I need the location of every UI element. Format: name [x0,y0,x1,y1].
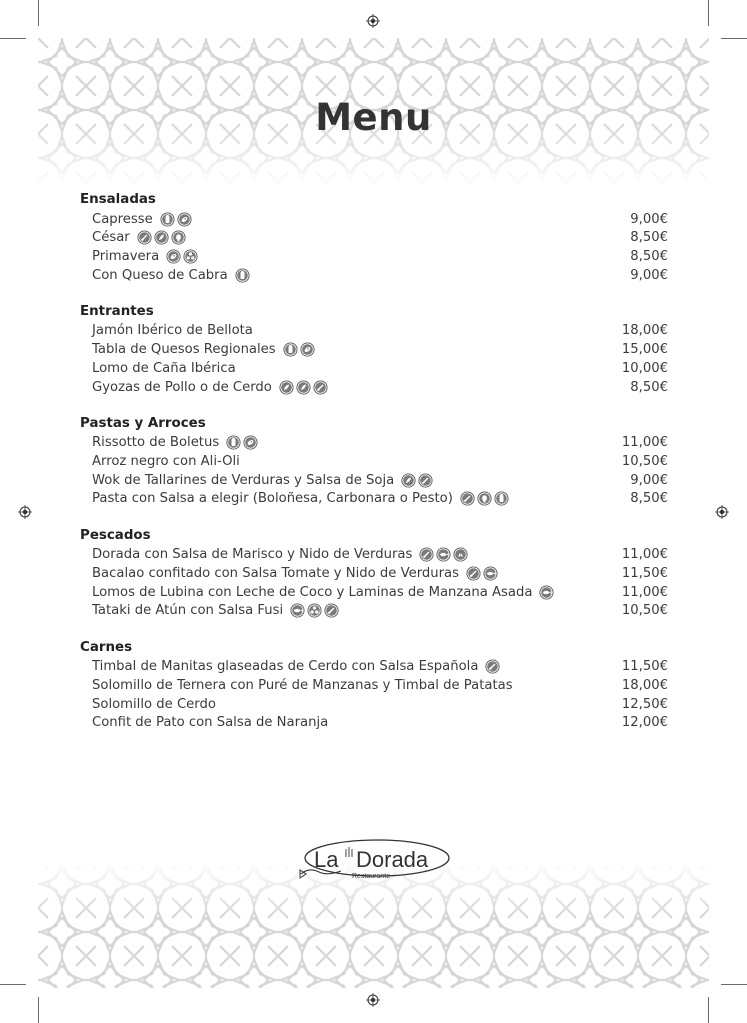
menu-item [80,695,668,714]
allergen-icons [137,230,188,245]
menu-section [80,527,668,620]
menu-item-price: 9,00€ [630,211,668,227]
menu-item-name: Arroz negro con Ali-Oli [92,454,240,470]
olive-icon [177,212,194,227]
lupin-icon [307,603,324,618]
menu-item [80,434,668,453]
menu-item [80,583,668,602]
crop-mark [38,0,39,26]
logo-name-part1: La [314,847,339,872]
crop-mark [38,997,39,1023]
crop-mark [721,38,747,39]
gluten-icon [460,491,477,506]
gluten-icon [313,380,330,395]
menu-item-price: 9,00€ [630,472,668,488]
menu-item-left [92,454,240,469]
menu-item-price: 11,00€ [621,435,668,451]
fish-icon [483,566,500,581]
menu-item-name: Timbal de Manitas glaseadas de Cerdo con Salsa Española [92,659,479,675]
menu-item-name: Wok de Tallarines de Verduras y Salsa de Soja [92,472,395,488]
menu-item-left [92,230,188,245]
menu-list [80,191,668,751]
restaurant-logo [297,834,453,890]
menu-item-left [92,212,194,227]
menu-item-left [92,603,341,618]
registration-mark-left [18,505,32,519]
fish-icon [290,603,307,618]
menu-item-left [92,659,502,674]
menu-item-name: Lomo de Caña Ibérica [92,360,236,376]
menu-item [80,266,668,285]
menu-item-price: 10,00€ [621,360,668,376]
menu-item-price: 18,00€ [621,323,668,339]
allergen-icons [401,473,435,488]
menu-item-name: Tataki de Atún con Salsa Fusi [92,603,284,619]
allergen-icons [466,566,500,581]
menu-item-left [92,323,253,338]
menu-item-left [92,697,216,712]
registration-mark-right [715,505,729,519]
gluten-icon [137,230,154,245]
menu-item-left [92,249,200,264]
menu-section [80,639,668,732]
menu-item [80,210,668,229]
menu-item-left [92,678,513,693]
page-title: Menu [315,96,432,139]
crop-mark [721,984,747,985]
menu-item [80,359,668,378]
menu-item-name: Primavera [92,248,160,264]
menu-item [80,471,668,490]
section-title: Pescados [80,527,151,543]
menu-item [80,378,668,397]
menu-item-left [92,566,500,581]
menu-item-price: 15,00€ [621,342,668,358]
menu-item-name: Dorada con Salsa de Marisco y Nido de Verduras [92,547,413,563]
crop-mark [708,997,709,1023]
allergen-icons [160,212,194,227]
olive-icon [166,249,183,264]
menu-item-left [92,715,328,730]
crop-mark [708,0,709,26]
section-title: Carnes [80,639,133,655]
allergen-icons [235,268,252,283]
allergen-icons [539,585,556,600]
menu-item [80,676,668,695]
registration-mark-bottom [366,993,380,1007]
cheese-icon [283,342,300,357]
section-title: Ensaladas [80,192,156,207]
menu-item-left [92,491,511,506]
menu-item-price: 18,00€ [621,677,668,693]
allergen-icons [166,249,200,264]
nuts-icon [154,230,171,245]
menu-item-name: Gyozas de Pollo o de Cerdo [92,379,272,395]
menu-item-price: 8,50€ [630,230,668,246]
menu-item [80,602,668,621]
section-title: Pastas y Arroces [80,415,206,431]
menu-item-price: 11,50€ [621,566,668,582]
menu-item-left [92,268,252,283]
gluten-icon [466,566,483,581]
lupin-icon [183,249,200,264]
egg-icon [171,230,188,245]
menu-item [80,657,668,676]
olive-icon [243,435,260,450]
fish-icon [436,547,453,562]
menu-item-name: Pasta con Salsa a elegir (Boloñesa, Carbonara o Pesto) [92,491,453,507]
section-title: Entrantes [80,303,154,319]
egg-icon [477,491,494,506]
menu-item [80,228,668,247]
menu-item-name: Lomos de Lubina con Leche de Coco y Laminas de Manzana Asada [92,584,533,600]
menu-item [80,452,668,471]
fish-icon [539,585,556,600]
allergen-icons [460,491,511,506]
menu-item-left [92,547,470,562]
menu-item-price: 8,50€ [630,491,668,507]
menu-section [80,415,668,508]
menu-item-price: 10,50€ [621,454,668,470]
menu-item-price: 9,00€ [630,267,668,283]
menu-section [80,303,668,396]
menu-item-name: Rissotto de Boletus [92,435,220,451]
allergen-icons [279,380,330,395]
menu-item [80,564,668,583]
menu-item-price: 8,50€ [630,248,668,264]
menu-item-left [92,435,260,450]
menu-item-name: Con Queso de Cabra [92,267,228,283]
cheese-icon [235,268,252,283]
menu-item-price: 10,50€ [621,603,668,619]
menu-item [80,490,668,509]
logo-tagline: Restaurante [352,873,391,880]
menu-item-name: Capresse [92,211,153,227]
menu-section [80,191,668,284]
menu-item-price: 11,00€ [621,547,668,563]
menu-item-name: Jamón Ibérico de Bellota [92,323,253,339]
crop-mark [0,984,26,985]
menu-item [80,546,668,565]
menu-item [80,247,668,266]
menu-item [80,714,668,733]
gluten-icon [324,603,341,618]
allergen-icons [290,603,341,618]
menu-item-left [92,380,330,395]
olive-icon [300,342,317,357]
menu-item-price: 8,50€ [630,379,668,395]
gluten-icon [485,659,502,674]
menu-item [80,322,668,341]
allergen-icons [419,547,470,562]
menu-item-price: 12,50€ [621,696,668,712]
cheese-icon [160,212,177,227]
gluten-icon [418,473,435,488]
cheese-icon [494,491,511,506]
nuts-icon [279,380,296,395]
nuts-icon [401,473,418,488]
allergen-icons [226,435,260,450]
cheese-icon [226,435,243,450]
menu-item-name: Solomillo de Cerdo [92,696,216,712]
logo-name-part2: Dorada [356,847,429,872]
nuts-icon [296,380,313,395]
menu-item-name: Confit de Pato con Salsa de Naranja [92,715,329,731]
menu-item-name: Bacalao confitado con Salsa Tomate y Nido de Verduras [92,566,459,582]
crop-mark [0,38,26,39]
menu-item-left [92,585,556,600]
menu-item [80,340,668,359]
menu-item-left [92,473,435,488]
menu-item-left [92,361,236,376]
menu-item-price: 11,00€ [621,584,668,600]
menu-item-name: César [92,230,130,246]
shellfish-icon [453,547,470,562]
gluten-icon [419,547,436,562]
menu-item-name: Solomillo de Ternera con Puré de Manzanas y Timbal de Patatas [92,677,513,693]
menu-item-name: Tabla de Quesos Regionales [92,342,276,358]
menu-item-price: 12,00€ [621,715,668,731]
allergen-icons [485,659,502,674]
menu-item-price: 11,50€ [621,659,668,675]
allergen-icons [283,342,317,357]
menu-item-left [92,342,317,357]
registration-mark-top [366,14,380,28]
